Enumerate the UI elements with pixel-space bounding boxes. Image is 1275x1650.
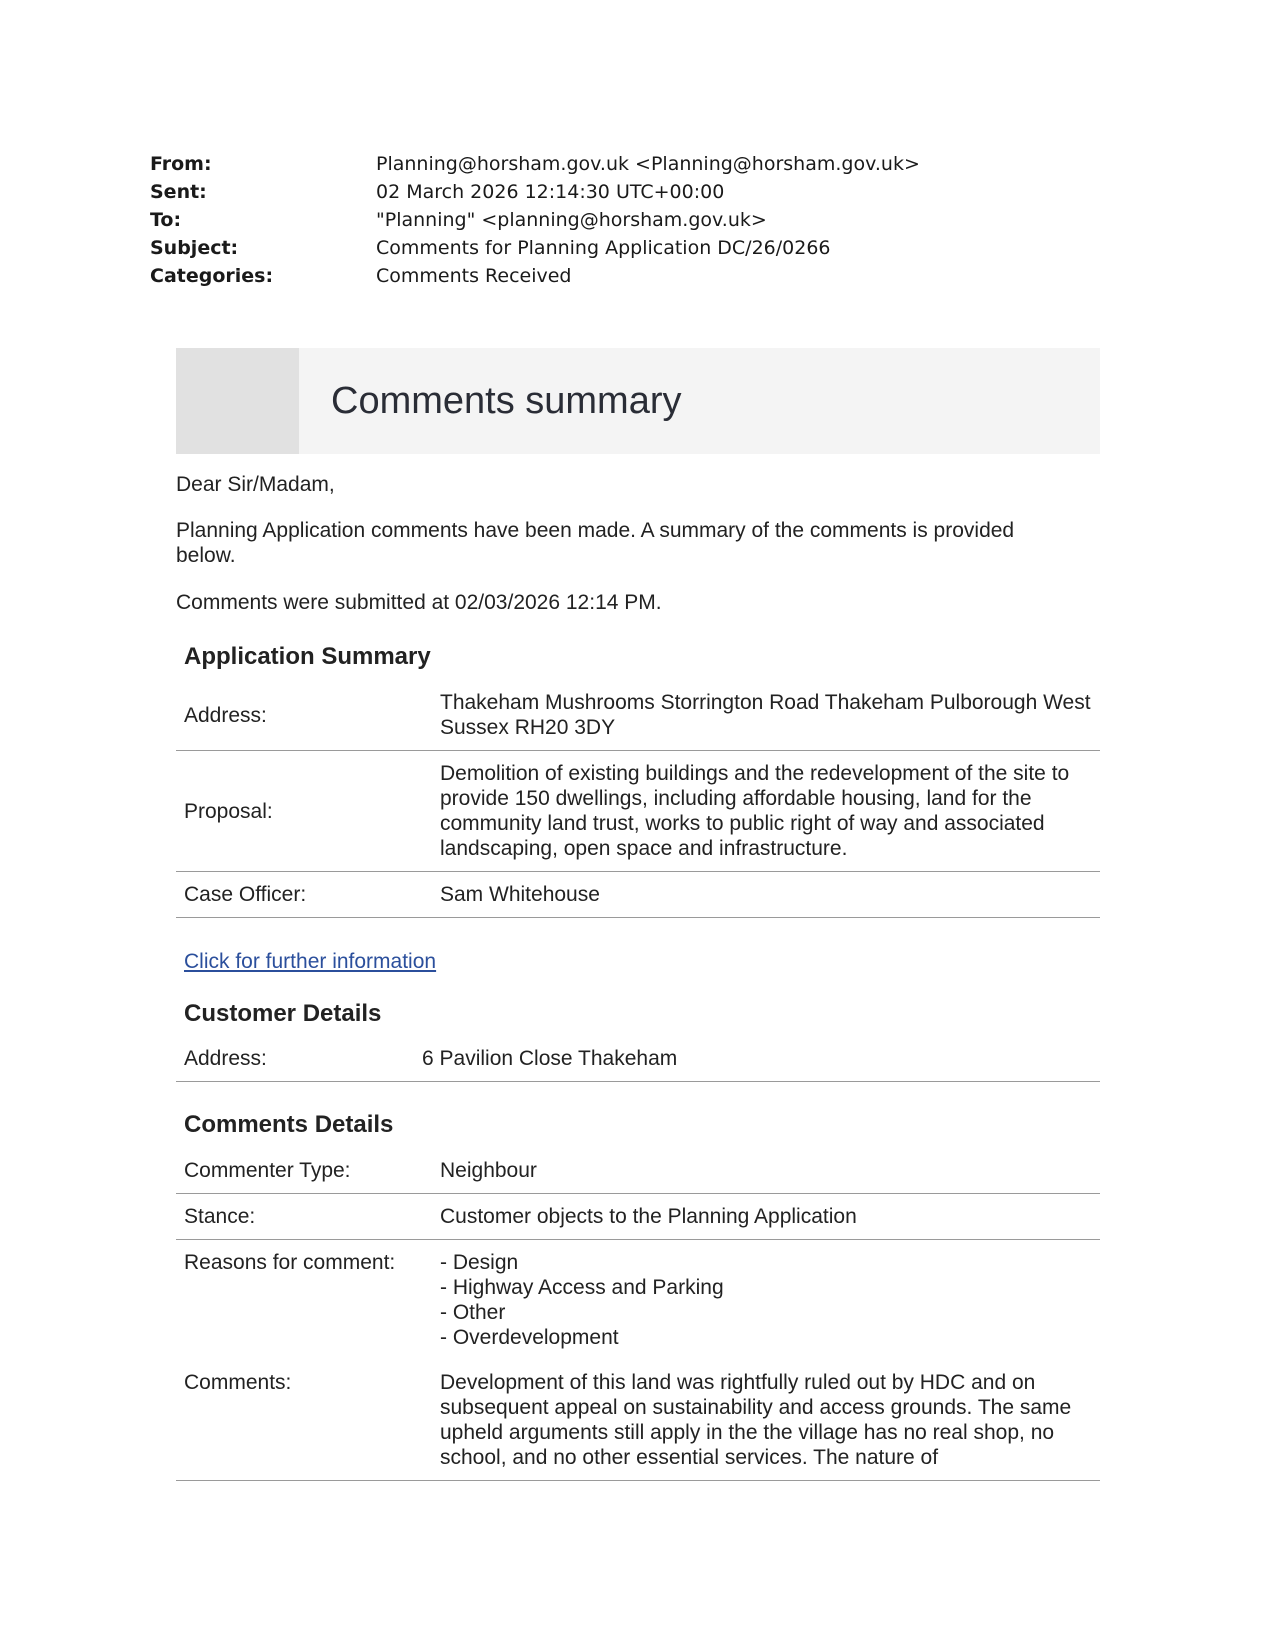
categories-row [150, 262, 1050, 290]
table-row [176, 1360, 1100, 1481]
banner-logo-placeholder [176, 348, 299, 454]
email-header [150, 150, 1050, 290]
subject-label: Subject: [150, 237, 239, 259]
sent-label: Sent: [150, 181, 207, 203]
from-row [150, 150, 1050, 178]
application-summary-table [176, 680, 1100, 918]
reasons-list [440, 1240, 1100, 1361]
to-value: "Planning" <planning@horsham.gov.uk> [376, 209, 767, 231]
categories-label: Categories: [150, 265, 274, 287]
proposal-label: Proposal: [176, 751, 440, 872]
submitted-text: Comments were submitted at 02/03/2026 12:14 PM. [176, 591, 662, 614]
table-row [176, 1148, 1100, 1194]
banner-title: Comments summary [331, 380, 682, 422]
commenter-type-label: Commenter Type: [176, 1148, 440, 1194]
categories-value: Comments Received [376, 265, 572, 287]
table-row [176, 680, 1100, 751]
comments-summary-banner [176, 348, 1100, 454]
subject-row [150, 234, 1050, 262]
reason-item: - Highway Access and Parking [440, 1276, 724, 1299]
stance-value: Customer objects to the Planning Application [440, 1194, 1100, 1240]
proposal-value: Demolition of existing buildings and the redevelopment of the site to provide 150 dwellings, including affordable housing, land for the community land trust, works to public right of way and associated landscaping, open space and infrastructure. [440, 751, 1100, 872]
address-label: Address: [176, 680, 440, 751]
comments-details-title: Comments Details [184, 1111, 394, 1138]
stance-label: Stance: [176, 1194, 440, 1240]
subject-value: Comments for Planning Application DC/26/0266 [376, 237, 831, 259]
reasons-label: Reasons for comment: [184, 1251, 396, 1274]
reason-item: - Design [440, 1251, 519, 1274]
customer-address-value: 6 Pavilion Close Thakeham [422, 1036, 1100, 1082]
to-row [150, 206, 1050, 234]
comments-value: Development of this land was rightfully ruled out by HDC and on subsequent appeal on sustainability and access grounds. The same upheld arguments still apply in the the village has no real shop, no school, and no other essential services. The nature of [440, 1360, 1100, 1481]
commenter-type-value: Neighbour [440, 1148, 1100, 1194]
table-row [176, 751, 1100, 872]
from-label: From: [150, 153, 212, 175]
sent-value: 02 March 2026 12:14:30 UTC+00:00 [376, 181, 725, 203]
address-value: Thakeham Mushrooms Storrington Road Thakeham Pulborough West Sussex RH20 3DY [440, 680, 1100, 751]
customer-details-title: Customer Details [184, 1000, 382, 1027]
reason-item: - Other [440, 1301, 506, 1324]
case-officer-label: Case Officer: [176, 872, 440, 918]
case-officer-value: Sam Whitehouse [440, 872, 1100, 918]
comments-details-table [176, 1148, 1100, 1481]
table-row [176, 1036, 1100, 1082]
table-row [176, 1194, 1100, 1240]
intro-paragraph: Planning Application comments have been made. A summary of the comments is provided below. [176, 519, 1015, 567]
application-summary-title: Application Summary [184, 643, 431, 670]
table-row [176, 1240, 1100, 1361]
customer-details-table [176, 1036, 1100, 1082]
further-information-link[interactable]: Click for further information [184, 950, 437, 973]
sent-row [150, 178, 1050, 206]
greeting: Dear Sir/Madam, [176, 473, 335, 496]
to-label: To: [150, 209, 182, 231]
comments-label: Comments: [176, 1360, 440, 1481]
reason-item: - Overdevelopment [440, 1326, 619, 1349]
customer-address-label: Address: [176, 1036, 422, 1082]
from-value: Planning@horsham.gov.uk <Planning@horsham.gov.uk> [376, 153, 920, 175]
table-row [176, 872, 1100, 918]
